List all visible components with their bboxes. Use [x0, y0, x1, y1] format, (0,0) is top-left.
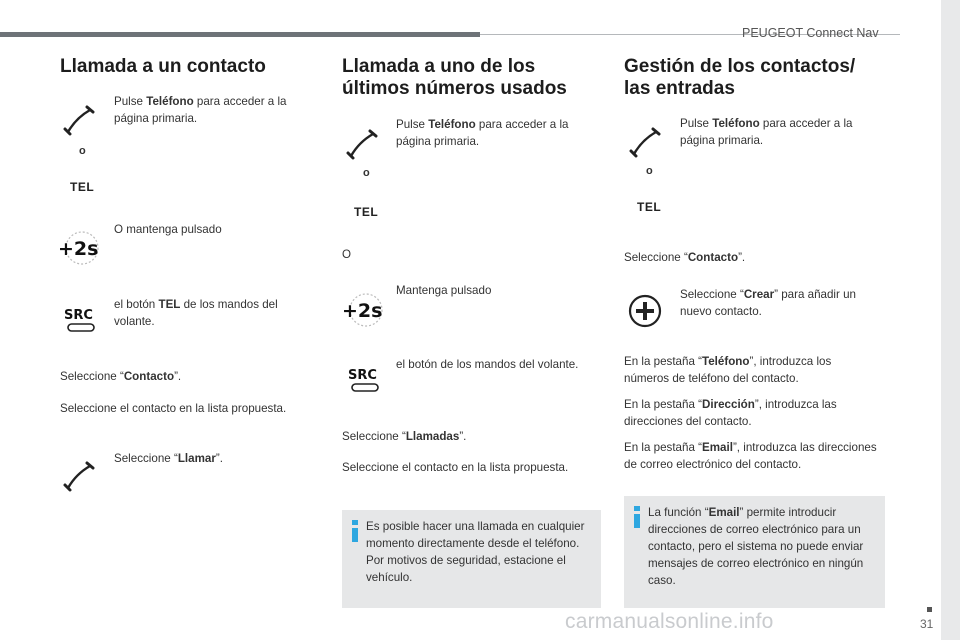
continue-marker — [927, 607, 932, 612]
col1-step-6: Seleccione “Llamar”. — [114, 452, 223, 465]
col1-step-3: el botón TEL de los mandos del volante. — [114, 298, 278, 328]
info-note-text: La función “Email” permite introducir direcciones de correo electrónico para un contacto, pero el sistema no puede enviar mensajes de correo electrónico en ningún caso. — [648, 506, 864, 587]
col2-or-text: O — [342, 248, 352, 261]
col2-step-4: Seleccione “Llamadas”. — [342, 430, 467, 443]
info-note-text: Es posible hacer una llamada en cualquier momento directamente desde el teléfono. Por motivos de seguridad, estacione el vehículo. — [366, 520, 585, 584]
phone-handset-icon — [345, 128, 385, 162]
info-icon — [634, 506, 640, 528]
col1-step-2: O mantenga pulsado — [114, 223, 222, 236]
col3-step-6: En la pestaña “Email”, introduzca las direcciones de correo electrónico del contacto. — [624, 441, 877, 471]
brand-label: PEUGEOT Connect Nav — [742, 26, 879, 40]
add-plus-icon — [628, 294, 662, 328]
tel-label: TEL — [70, 180, 95, 194]
col3-step-2: Seleccione “Contacto”. — [624, 251, 746, 264]
header-bar — [0, 32, 480, 37]
col2-step-2: Mantenga pulsado — [396, 284, 492, 297]
phone-handset-icon — [62, 460, 102, 494]
hold-2s-icon — [340, 292, 384, 328]
svg-text:SRC: SRC — [64, 308, 93, 323]
svg-text:SRC: SRC — [348, 368, 377, 383]
svg-text:+2s: +2s — [342, 300, 383, 322]
src-button-icon — [62, 306, 102, 336]
col3-step-3: Seleccione “Crear” para añadir un nuevo contacto. — [680, 288, 856, 318]
phone-handset-icon — [628, 126, 668, 160]
or-label: o — [363, 167, 370, 179]
side-strip — [941, 0, 960, 640]
col3-step-4: En la pestaña “Teléfono”, introduzca los números de teléfono del contacto. — [624, 355, 832, 385]
col1-title: Llamada a un contacto — [60, 56, 266, 77]
src-button-icon — [346, 366, 386, 396]
hold-2s-icon — [56, 230, 100, 266]
col2-step-1: Pulse Teléfono para acceder a la página primaria. — [396, 118, 569, 148]
info-note — [342, 510, 601, 608]
col1-step-1: Pulse Teléfono para acceder a la página primaria. — [114, 95, 287, 125]
col3-step-5: En la pestaña “Dirección”, introduzca las direcciones del contacto. — [624, 398, 837, 428]
col2-title: Llamada a uno de los últimos números usados — [342, 56, 567, 99]
col2-step-3: el botón de los mandos del volante. — [396, 358, 579, 371]
info-note — [624, 496, 885, 608]
tel-label: TEL — [637, 200, 662, 214]
watermark: carmanualsonline.info — [565, 610, 774, 633]
col1-step-4: Seleccione “Contacto”. — [60, 370, 182, 383]
col3-step-1: Pulse Teléfono para acceder a la página primaria. — [680, 117, 853, 147]
or-label: o — [646, 165, 653, 177]
col1-step-5: Seleccione el contacto en la lista propuesta. — [60, 402, 287, 415]
page-number: 31 — [920, 617, 934, 631]
info-icon — [352, 520, 358, 542]
col3-title: Gestión de los contactos/ las entradas — [624, 56, 856, 99]
col2-step-5: Seleccione el contacto en la lista propuesta. — [342, 461, 569, 474]
svg-text:+2s: +2s — [58, 238, 99, 260]
phone-handset-icon — [62, 104, 102, 138]
tel-label: TEL — [354, 205, 379, 219]
or-label: o — [79, 145, 86, 157]
